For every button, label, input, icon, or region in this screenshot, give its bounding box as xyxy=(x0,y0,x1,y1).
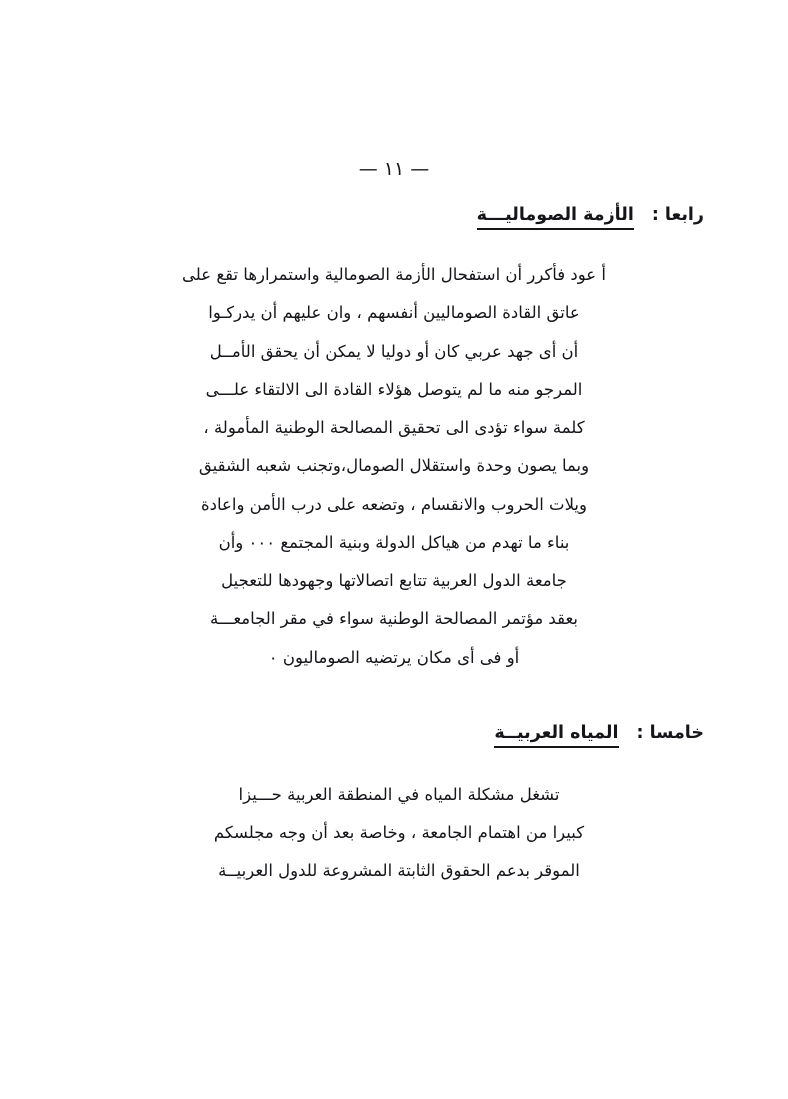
paragraph-line: كبيرا من اهتمام الجامعة ، وخاصة بعد أن وجه مجلسكم xyxy=(213,823,585,843)
section-somali-crisis xyxy=(78,205,710,677)
paragraph-line: وبما يصون وحدة واستقلال الصومال،وتجنب شعبه الشقيق xyxy=(198,456,590,476)
page-number: — ١١ — xyxy=(358,158,430,180)
paragraph-arab-water xyxy=(174,776,624,891)
section-title: الأزمة الصوماليـــة xyxy=(477,205,634,230)
paragraph-somali-crisis xyxy=(78,256,710,677)
paragraph-line: أو فى أى مكان يرتضيه الصوماليون ٠ xyxy=(268,647,520,667)
section-title: المياه العربيــة xyxy=(494,723,618,748)
section-ordinal: خامسا : xyxy=(636,722,704,743)
paragraph-line: عاتق القادة الصوماليين أنفسهم ، وان عليهم أن يدركـوا xyxy=(208,303,580,323)
paragraph-line: بناء ما تهدم من هياكل الدولة وبنية المجتمع ٠٠٠ وأن xyxy=(218,532,570,552)
paragraph-line: جامعة الدول العربية تتابع اتصالاتها وجهودها للتعجيل xyxy=(221,571,567,591)
paragraph-line: أ عود فأكرر أن استفحال الأزمة الصومالية واستمرارها تقع على xyxy=(182,265,606,284)
section-heading xyxy=(78,205,710,230)
document-body xyxy=(78,205,710,897)
paragraph-line: كلمة سواء تؤدى الى تحقيق المصالحة الوطنية المأمولة ، xyxy=(203,418,585,438)
paragraph-line: بعقد مؤتمر المصالحة الوطنية سواء في مقر الجامعـــة xyxy=(209,609,578,629)
paragraph-line: المرجو منه ما لم يتوصل هؤلاء القادة الى الالتقاء علـــى xyxy=(205,379,583,399)
paragraph-line: أن أى جهد عربي كان أو دوليا لا يمكن أن يحقق الأمــل xyxy=(209,341,579,361)
paragraph-line: الموقر بدعم الحقوق الثابتة المشروعة للدول العربيــة xyxy=(218,861,580,881)
paragraph-line: تشغل مشكلة المياه في المنطقة العربية حـــيزا xyxy=(238,784,560,804)
paragraph-line: ويلات الحروب والانقسام ، وتضعه على درب الأمن واعادة xyxy=(201,494,587,514)
section-ordinal: رابعا : xyxy=(651,205,704,225)
section-heading xyxy=(78,723,710,748)
section-arab-water xyxy=(78,723,710,891)
